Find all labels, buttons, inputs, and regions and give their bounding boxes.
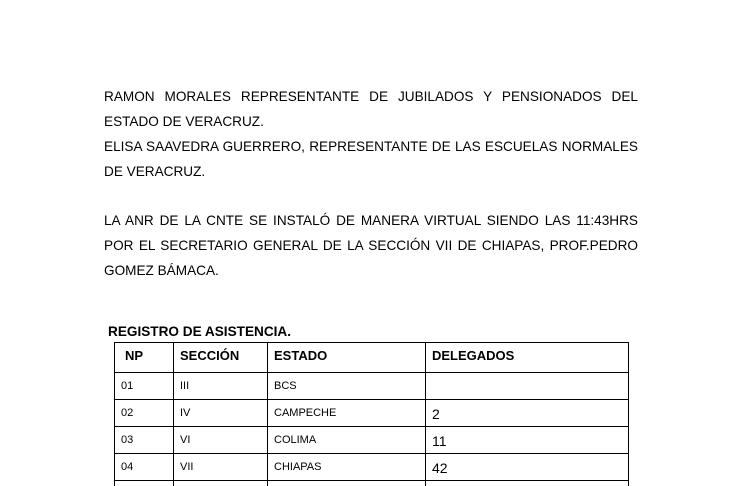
cell-np: 02 [115,400,174,427]
cell-estado: CHIAPAS [268,454,426,481]
header-estado: ESTADO [268,343,426,373]
header-np: NP [115,343,174,373]
cell-delegados: 42 [426,454,629,481]
cell-delegados [426,481,629,486]
cell-delegados: 11 [426,427,629,454]
header-seccion: SECCIÓN [174,343,268,373]
cell-np [115,481,174,486]
table-header-row [115,343,629,373]
table-row [115,400,629,427]
paragraph-representante-jubilados: RAMON MORALES REPRESENTANTE DE JUBILADOS Y PENSIONADOS DEL ESTADO DE VERACRUZ. [104,89,638,129]
cell-seccion [174,481,268,486]
cell-seccion: VII [174,454,268,481]
registro-asistencia-title: REGISTRO DE ASISTENCIA. [108,324,292,339]
cell-delegados [426,373,629,400]
cell-np: 03 [115,427,174,454]
attendance-table [114,342,629,486]
table-row [115,373,629,400]
cell-estado: CAMPECHE [268,400,426,427]
table-row [115,454,629,481]
cell-seccion: VI [174,427,268,454]
cell-estado [268,481,426,486]
paragraph-representante-escuelas-normales: ELISA SAAVEDRA GUERRERO, REPRESENTANTE DE LAS ESCUELAS NORMALES DE VERACRUZ. [104,139,638,179]
paragraph-instalacion-anr: LA ANR DE LA CNTE SE INSTALÓ DE MANERA VIRTUAL SIENDO LAS 11:43HRS POR EL SECRETARIO GENERAL DE LA SECCIÓN VII DE CHIAPAS, PROF.PEDRO GOMEZ BÁMACA. [104,213,638,278]
cell-estado: BCS [268,373,426,400]
table-row [115,481,629,486]
cell-estado: COLIMA [268,427,426,454]
cell-np: 04 [115,454,174,481]
table-row [115,427,629,454]
cell-seccion: IV [174,400,268,427]
cell-seccion: III [174,373,268,400]
cell-delegados: 2 [426,400,629,427]
header-delegados: DELEGADOS [426,343,629,373]
cell-np: 01 [115,373,174,400]
